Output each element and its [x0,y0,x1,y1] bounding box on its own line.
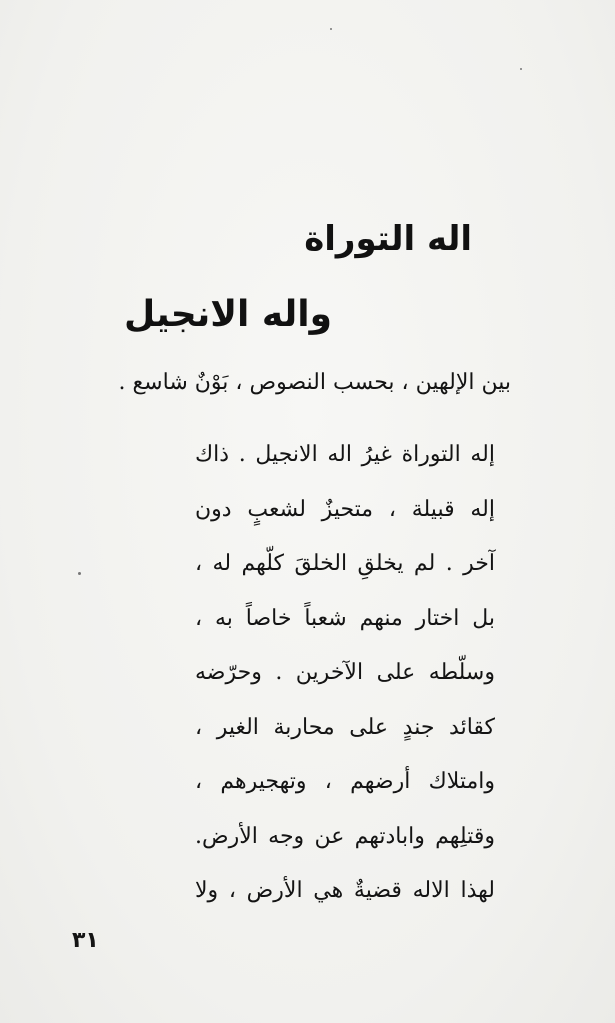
body-paragraph [195,428,495,919]
body-line: إله التوراة غيرُ اله الانجيل . ذاك [195,442,495,467]
body-line: وقتلِهم وابادتهم عن وجه الأرض. [195,823,495,849]
body-line: وامتلاك أرضهم ، وتهجيرهم ، [195,769,495,794]
body-line: آخر . لم يخلقِ الخلقَ كلّهم له ، [195,551,495,576]
body-line: لهذا الاله قضيةٌ هي الأرض ، ولا [195,878,495,903]
body-line: إله قبيلة ، متحيزٌ لشعبٍ دون [195,496,495,522]
chapter-title-line-1: اله التوراة [304,219,472,259]
chapter-title-line-2: واله الانجيل [123,294,332,335]
body-line: وسلّطه على الآخرين . وحرّضه [195,660,495,685]
page-number: ٣١ [72,928,99,953]
paper-speck [330,28,332,30]
body-line: بل اختار منهم شعباً خاصاً به ، [195,605,495,631]
lead-paragraph-line: بين الإلهين ، بحسب النصوص ، بَوْنٌ شاسع . [118,370,511,395]
paper-speck [78,572,81,575]
body-line: كقائد جندٍ على محاربة الغير ، [195,714,495,740]
paper-speck [520,68,522,70]
